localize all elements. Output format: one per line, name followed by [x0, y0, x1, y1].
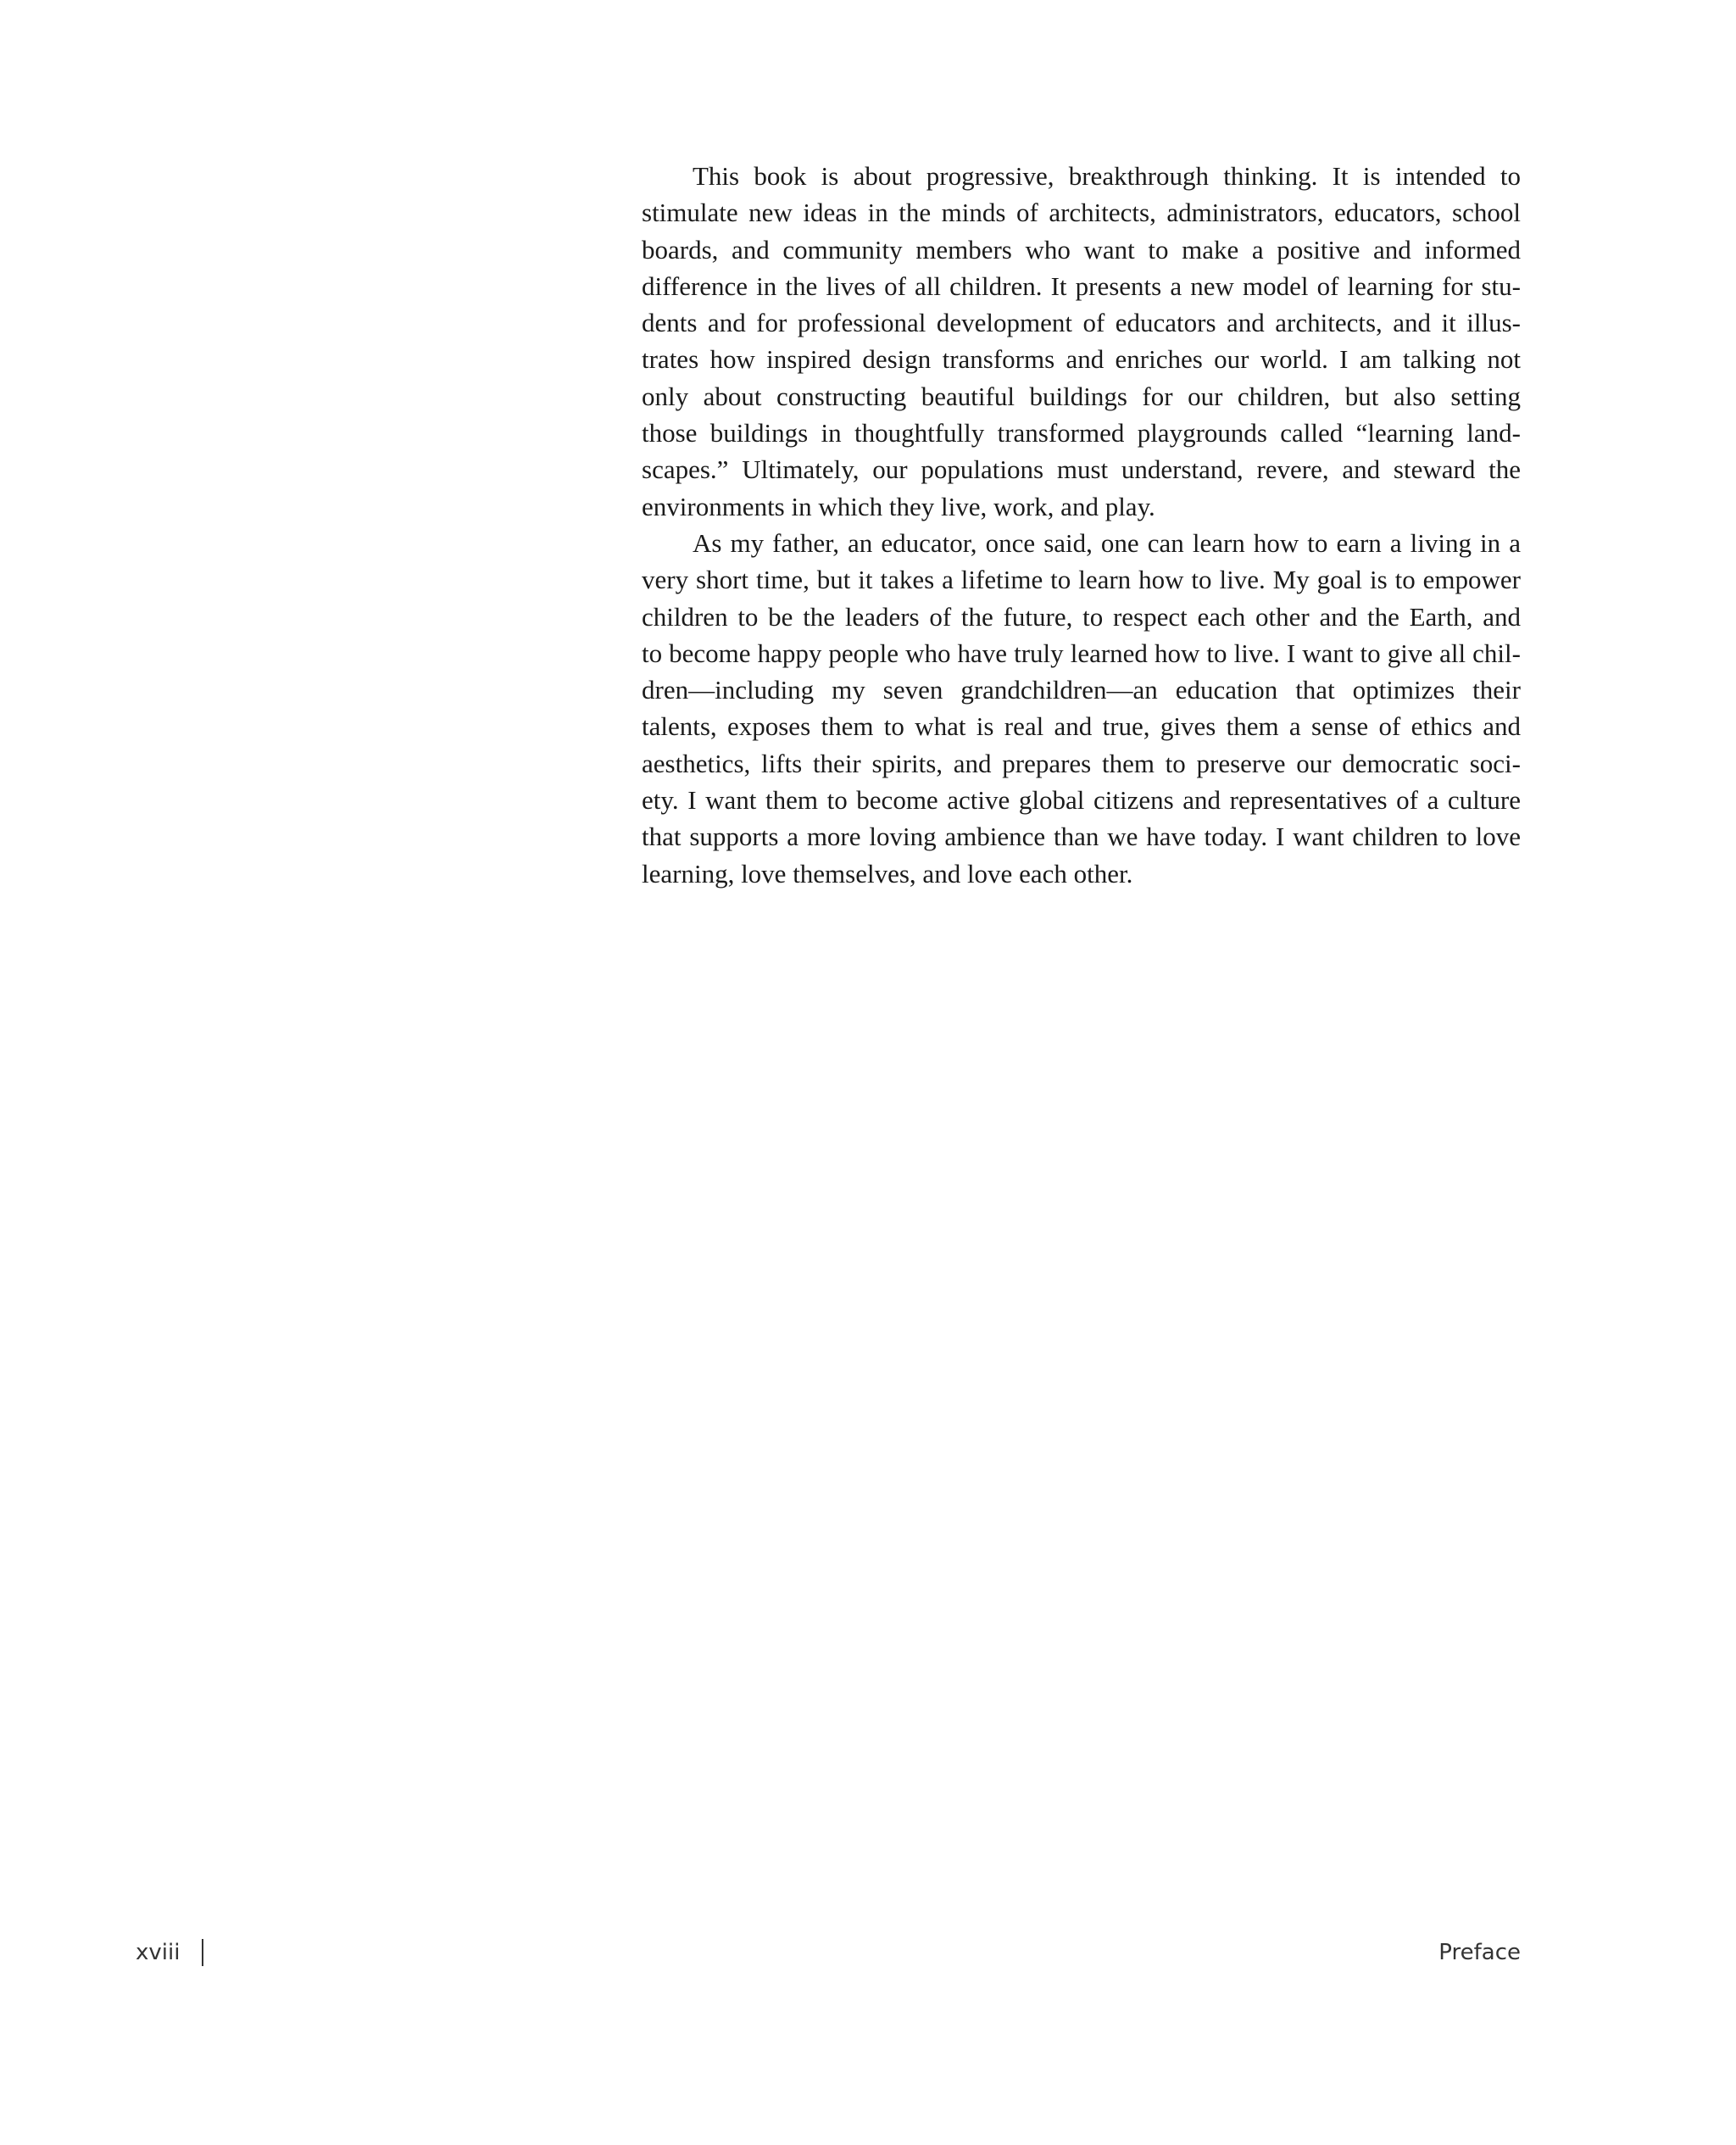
text-line: very short time, but it takes a lifetime to learn how to live. My goal is to empower	[642, 565, 1521, 595]
folio-divider	[202, 1939, 203, 1966]
paragraph-2	[642, 525, 1521, 892]
text-line: difference in the lives of all children. It presents a new model of learning for stu-	[642, 270, 1521, 301]
text-line: trates how inspired design transforms and enriches our world. I am talking not	[642, 344, 1521, 375]
text-line: dren—including my seven grandchildren—an education that optimizes their	[642, 675, 1521, 705]
text-line: As my father, an educator, once said, one can learn how to earn a living in a	[693, 527, 1521, 558]
text-line: learning, love themselves, and love each other.	[642, 858, 1133, 889]
text-line: environments in which they live, work, and play.	[642, 491, 1155, 521]
body-text	[642, 158, 1521, 892]
text-line: only about constructing beautiful buildings for our children, but also setting	[642, 381, 1521, 411]
text-line: those buildings in thoughtfully transformed playgrounds called “learning land-	[642, 418, 1521, 448]
text-line: that supports a more loving ambience than we have today. I want children to love	[642, 822, 1521, 852]
text-line: to become happy people who have truly learned how to live. I want to give all chil-	[642, 638, 1521, 668]
paragraph-1	[642, 158, 1521, 525]
text-line: talents, exposes them to what is real and true, gives them a sense of ethics and	[642, 711, 1521, 742]
text-line: ety. I want them to become active global citizens and representatives of a culture	[642, 785, 1521, 816]
page-number: xviii	[136, 1940, 181, 1965]
text-line: stimulate new ideas in the minds of architects, administrators, educators, school	[642, 198, 1521, 228]
text-line: children to be the leaders of the future, to respect each other and the Earth, and	[642, 601, 1521, 632]
text-line: This book is about progressive, breakthrough thinking. It is intended to	[693, 161, 1521, 191]
text-line: boards, and community members who want to make a positive and informed	[642, 234, 1521, 265]
running-head: Preface	[1438, 1940, 1521, 1965]
text-line: aesthetics, lifts their spirits, and prepares them to preserve our democratic soci-	[642, 748, 1521, 778]
text-line: dents and for professional development of educators and architects, and it illus-	[642, 308, 1521, 338]
page-footer-left	[136, 1938, 203, 1967]
text-line: scapes.” Ultimately, our populations must understand, revere, and steward the	[642, 454, 1521, 485]
